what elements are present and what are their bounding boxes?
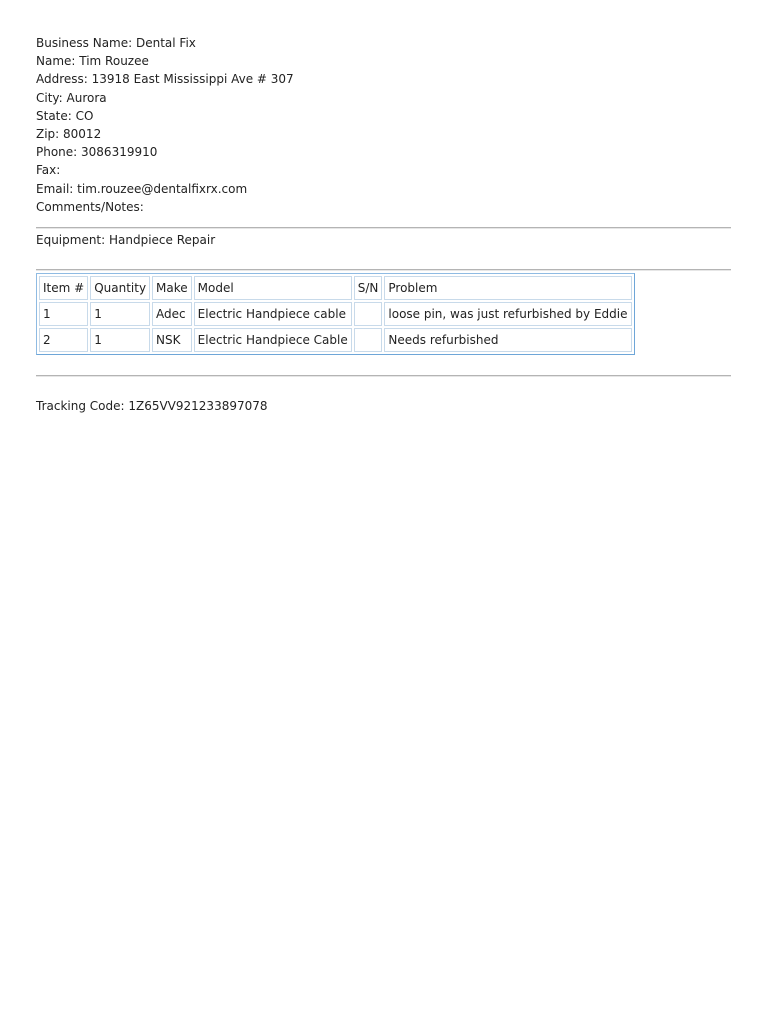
cell-model: Electric Handpiece cable	[194, 302, 352, 326]
cell-item-number: 1	[39, 302, 88, 326]
fax: Fax:	[36, 163, 61, 178]
cell-make: NSK	[152, 328, 192, 352]
cell-model: Electric Handpiece Cable	[194, 328, 352, 352]
address: Address: 13918 East Mississippi Ave # 307	[36, 72, 294, 87]
state: State: CO	[36, 108, 94, 123]
header-make: Make	[152, 276, 192, 300]
cell-problem: Needs refurbished	[384, 328, 631, 352]
cell-serial-number	[354, 328, 383, 352]
cell-quantity: 1	[90, 302, 150, 326]
business-name: Business Name: Dental Fix	[36, 36, 196, 50]
cell-item-number: 2	[39, 328, 88, 352]
city: City: Aurora	[36, 90, 107, 105]
cell-problem: loose pin, was just refurbished by Eddie	[384, 302, 631, 326]
tracking-code: Tracking Code: 1Z65VV921233897078	[36, 398, 268, 413]
table-row	[39, 328, 632, 352]
cell-make: Adec	[152, 302, 192, 326]
email: Email: tim.rouzee@dentalfixrx.com	[36, 181, 248, 196]
header-item-number: Item #	[39, 276, 88, 300]
cell-serial-number	[354, 302, 383, 326]
divider	[36, 227, 731, 229]
equipment-type: Equipment: Handpiece Repair	[36, 232, 216, 247]
header-quantity: Quantity	[90, 276, 150, 300]
customer-info	[36, 34, 731, 216]
comments-notes: Comments/Notes:	[36, 199, 144, 214]
divider	[36, 269, 731, 271]
table-row	[39, 302, 632, 326]
repair-items-table	[36, 273, 635, 355]
cell-quantity: 1	[90, 328, 150, 352]
header-serial-number: S/N	[354, 276, 383, 300]
table-header-row	[39, 276, 632, 300]
zip: Zip: 80012	[36, 126, 102, 141]
phone: Phone: 3086319910	[36, 145, 158, 160]
header-problem: Problem	[384, 276, 631, 300]
divider	[36, 375, 731, 377]
contact-name: Name: Tim Rouzee	[36, 54, 149, 69]
header-model: Model	[194, 276, 352, 300]
repair-request-document	[36, 34, 731, 415]
